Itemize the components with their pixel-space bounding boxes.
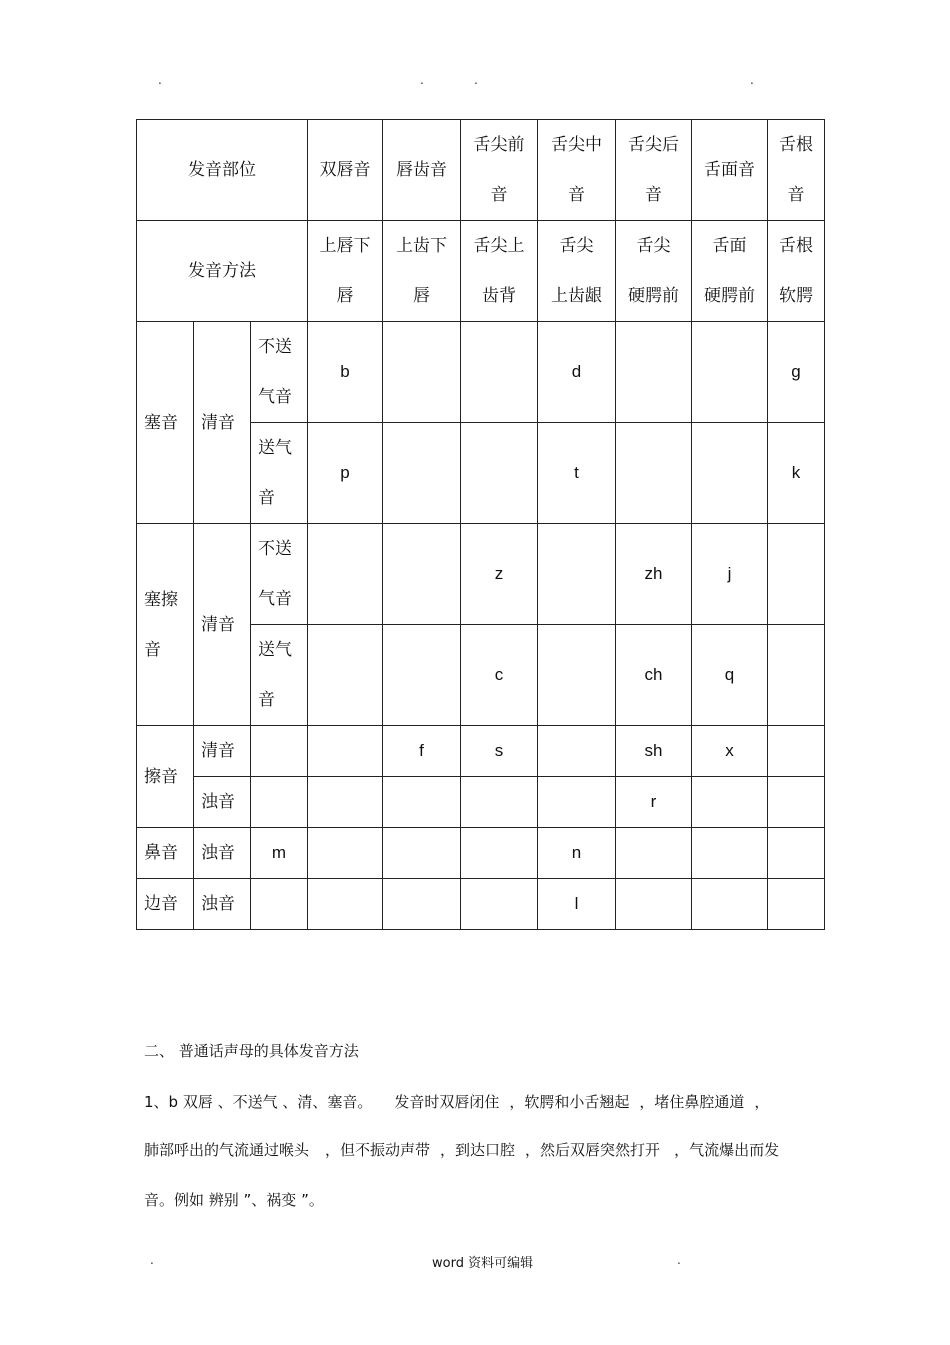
place-velar: 舌根 音 xyxy=(768,120,825,221)
row-fricative-voiced xyxy=(137,777,825,828)
artic-4: 舌尖 上齿龈 xyxy=(538,221,616,322)
cell xyxy=(538,524,616,625)
cell xyxy=(308,828,383,879)
cell xyxy=(616,423,692,524)
cell xyxy=(768,828,825,879)
footer-dot-right: . xyxy=(677,1253,681,1267)
voicing-voiced: 浊音 xyxy=(194,879,251,930)
row-nasal xyxy=(137,828,825,879)
place-dental: 舌尖前 音 xyxy=(461,120,538,221)
cell xyxy=(251,879,308,930)
place-labiodental: 唇齿音 xyxy=(383,120,461,221)
artic-7: 舌根 软腭 xyxy=(768,221,825,322)
cell xyxy=(461,879,538,930)
row-place xyxy=(137,120,825,221)
place-palatal: 舌面音 xyxy=(692,120,768,221)
cell xyxy=(768,524,825,625)
cell xyxy=(538,726,616,777)
row-affricate-unaspirated xyxy=(137,524,825,625)
cell xyxy=(251,777,308,828)
place-bilabial: 双唇音 xyxy=(308,120,383,221)
cell xyxy=(461,322,538,423)
row-lateral xyxy=(137,879,825,930)
header-dot-4: . xyxy=(750,73,754,87)
cell xyxy=(461,777,538,828)
voicing-stop: 清音 xyxy=(194,322,251,524)
paragraph-line-3: 音。例如 辨别 ”、祸变 ”。 xyxy=(144,1191,324,1209)
paragraph-line-2: 肺部呼出的气流通过喉头 ，但不振动声带 ，到达口腔 ，然后双唇突然打开 ，气流爆出而发 xyxy=(144,1141,780,1159)
place-label: 发音部位 xyxy=(137,120,308,221)
cell xyxy=(308,777,383,828)
aspiration-aspirated: 送气 音 xyxy=(251,423,308,524)
cell: j xyxy=(692,524,768,625)
cell xyxy=(768,625,825,726)
place-alveolar: 舌尖中 音 xyxy=(538,120,616,221)
aspiration-unaspirated: 不送 气音 xyxy=(251,524,308,625)
artic-2: 上齿下 唇 xyxy=(383,221,461,322)
cell xyxy=(383,879,461,930)
cell xyxy=(692,423,768,524)
cell xyxy=(768,879,825,930)
cell xyxy=(383,777,461,828)
cell: sh xyxy=(616,726,692,777)
cell xyxy=(768,777,825,828)
cell: s xyxy=(461,726,538,777)
cell xyxy=(692,828,768,879)
cell xyxy=(308,524,383,625)
cell xyxy=(383,828,461,879)
cell xyxy=(308,625,383,726)
cell: x xyxy=(692,726,768,777)
cell xyxy=(383,423,461,524)
manner-label: 发音方法 xyxy=(137,221,308,322)
cell xyxy=(692,322,768,423)
cell: t xyxy=(538,423,616,524)
voicing-affricate: 清音 xyxy=(194,524,251,726)
header-dot-3: . xyxy=(474,73,478,87)
cell xyxy=(383,524,461,625)
cell: z xyxy=(461,524,538,625)
voicing-voiceless: 清音 xyxy=(194,726,251,777)
cell xyxy=(461,828,538,879)
cell xyxy=(308,879,383,930)
artic-5: 舌尖 硬腭前 xyxy=(616,221,692,322)
cell xyxy=(383,625,461,726)
cell: zh xyxy=(616,524,692,625)
cell: g xyxy=(768,322,825,423)
section-title: 二、 普通话声母的具体发音方法 xyxy=(144,1042,359,1060)
header-dot-2: . xyxy=(420,73,424,87)
row-articulators xyxy=(137,221,825,322)
cell xyxy=(616,828,692,879)
manner-stop: 塞音 xyxy=(137,322,194,524)
voicing-voiced: 浊音 xyxy=(194,828,251,879)
footer-text: word 资料可编辑 xyxy=(432,1256,534,1271)
cell xyxy=(461,423,538,524)
paragraph-line-1: 1、b 双唇 、不送气 、清、塞音。 发音时双唇闭住 ，软腭和小舌翘起 ，堵住鼻腔通道 ， xyxy=(144,1093,770,1111)
header-dot-1: . xyxy=(158,73,162,87)
aspiration-unaspirated: 不送 气音 xyxy=(251,322,308,423)
manner-lateral: 边音 xyxy=(137,879,194,930)
cell: b xyxy=(308,322,383,423)
cell: r xyxy=(616,777,692,828)
cell: n xyxy=(538,828,616,879)
cell xyxy=(616,879,692,930)
cell xyxy=(692,777,768,828)
artic-6: 舌面 硬腭前 xyxy=(692,221,768,322)
cell xyxy=(308,726,383,777)
cell xyxy=(692,879,768,930)
cell: p xyxy=(308,423,383,524)
consonant-table xyxy=(136,119,825,930)
voicing-voiced: 浊音 xyxy=(194,777,251,828)
cell: m xyxy=(251,828,308,879)
cell: ch xyxy=(616,625,692,726)
cell xyxy=(251,726,308,777)
cell: c xyxy=(461,625,538,726)
manner-nasal: 鼻音 xyxy=(137,828,194,879)
row-fricative-voiceless xyxy=(137,726,825,777)
row-stop-unaspirated xyxy=(137,322,825,423)
cell xyxy=(383,322,461,423)
cell: k xyxy=(768,423,825,524)
place-retroflex: 舌尖后 音 xyxy=(616,120,692,221)
cell: d xyxy=(538,322,616,423)
cell xyxy=(616,322,692,423)
cell xyxy=(538,777,616,828)
cell: f xyxy=(383,726,461,777)
artic-3: 舌尖上 齿背 xyxy=(461,221,538,322)
manner-affricate: 塞擦 音 xyxy=(137,524,194,726)
cell: l xyxy=(538,879,616,930)
cell: q xyxy=(692,625,768,726)
artic-1: 上唇下 唇 xyxy=(308,221,383,322)
cell xyxy=(538,625,616,726)
manner-fricative: 擦音 xyxy=(137,726,194,828)
cell xyxy=(768,726,825,777)
aspiration-aspirated: 送气 音 xyxy=(251,625,308,726)
footer-dot-left: . xyxy=(150,1253,154,1267)
